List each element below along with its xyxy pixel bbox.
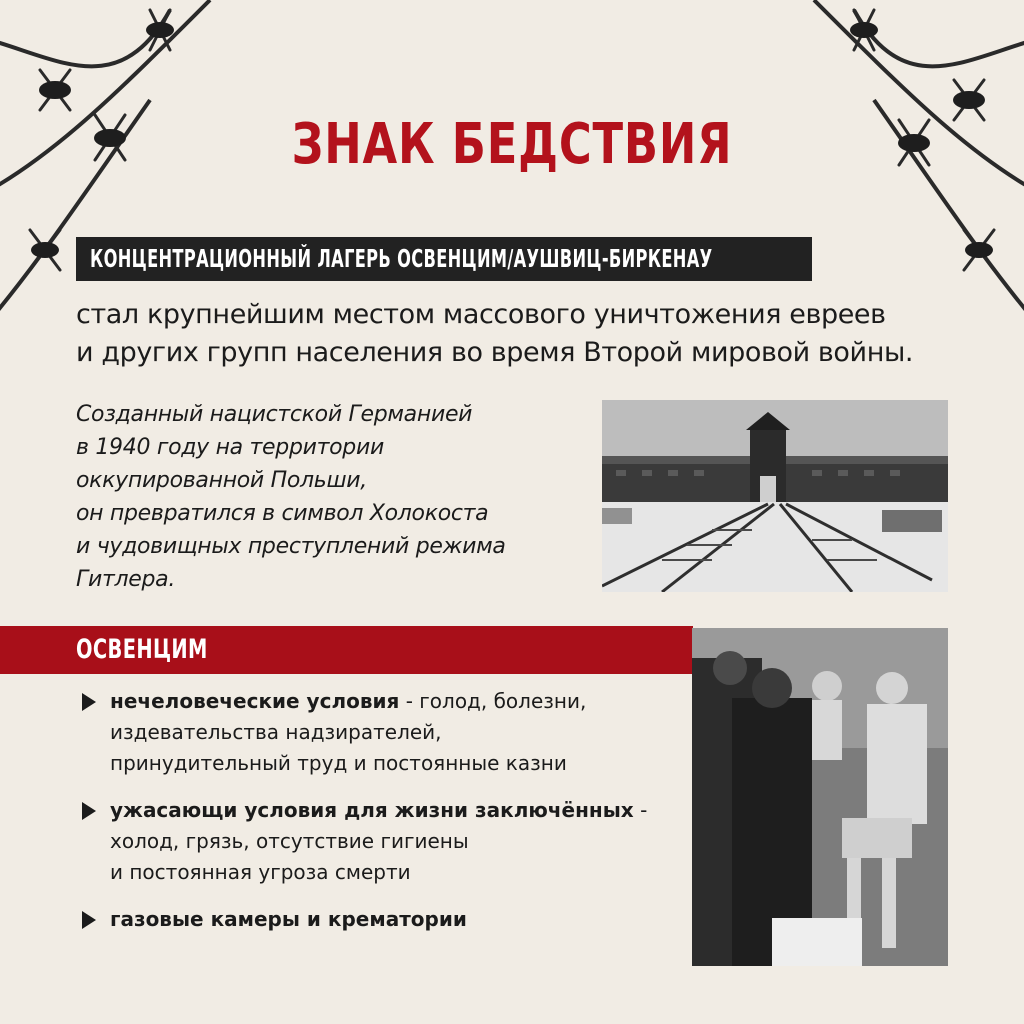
lead-line-1: стал крупнейшим местом массового уничтожения евреев [76,299,886,330]
section-heading: ОСВЕНЦИМ [76,634,208,665]
list-item [80,795,680,888]
triangle-bullet-icon [82,911,96,929]
bullet-bold: газовые камеры и крематории [110,907,467,931]
bullet-text: - голод, болезни, [399,689,587,713]
history-line: Гитлера. [76,567,176,592]
triangle-bullet-icon [82,693,96,711]
triangle-bullet-icon [82,802,96,820]
history-line: оккупированной Польши, [76,468,367,493]
list-item [80,686,680,779]
lead-paragraph [76,296,976,372]
conditions-list [80,686,680,951]
bullet-text: холод, грязь, отсутствие гигиены [110,829,469,853]
bullet-text: - [633,798,648,822]
lead-line-2: и других групп населения во время Второй мировой войны. [76,337,914,368]
camp-name-text: КОНЦЕНТРАЦИОННЫЙ ЛАГЕРЬ ОСВЕНЦИМ/АУШВИЦ-БИРКЕНАУ [90,244,713,273]
bullet-bold: нечеловеческие условия [110,689,400,713]
camp-gate-photo [602,400,948,592]
bullet-text: издевательства надзирателей, [110,720,442,744]
camp-name-banner [76,237,812,281]
section-heading-banner [0,626,693,674]
history-paragraph [76,398,596,596]
bullet-bold: ужасающи условия для жизни заключённых [110,798,634,822]
history-line: и чудовищных преступлений режима [76,534,506,559]
history-line: Созданный нацистской Германией [76,402,473,427]
history-line: в 1940 году на территории [76,435,384,460]
list-item [80,904,680,935]
prisoners-photo [692,628,948,966]
page-title: ЗНАК БЕДСТВИЯ [291,112,733,177]
history-line: он превратился в символ Холокоста [76,501,489,526]
bullet-text: и постоянная угроза смерти [110,860,411,884]
bullet-text: принудительный труд и постоянные казни [110,751,567,775]
